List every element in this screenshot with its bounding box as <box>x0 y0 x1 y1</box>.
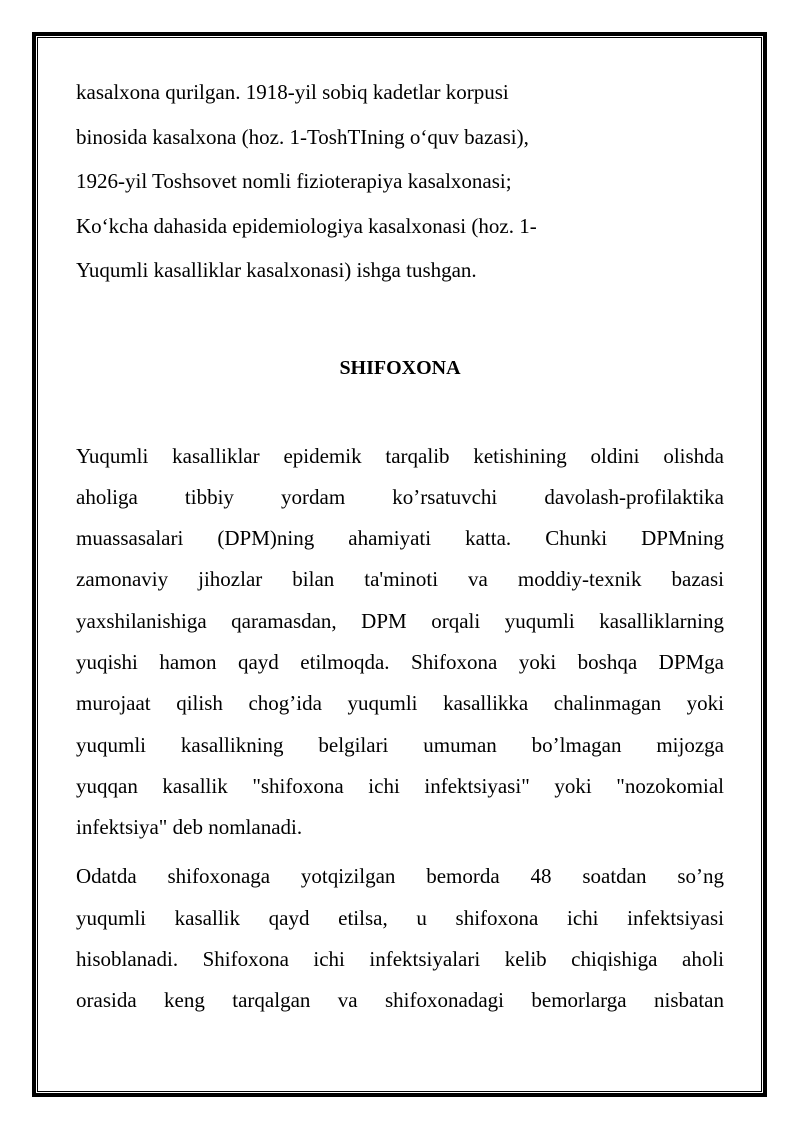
paragraph-1 <box>76 436 724 849</box>
paragraph-line: murojaat qilish chog’ida yuqumli kasallikka chalinmagan yoki <box>76 691 724 716</box>
paragraph-line: infektsiya" deb nomlanadi. <box>76 815 303 840</box>
page-content <box>76 70 724 1022</box>
paragraph-line: orasida keng tarqalgan va shifoxonadagi bemorlarga nisbatan <box>76 988 724 1013</box>
paragraph-line: aholiga tibbiy yordam ko’rsatuvchi davolash-profilaktika <box>76 484 724 509</box>
paragraph-line: muassasalari (DPM)ning ahamiyati katta. Chunki DPMning <box>76 526 724 551</box>
paragraph-line: Yuqumli kasalliklar epidemik tarqalib ketishining oldini olishda <box>76 443 724 468</box>
paragraph-line: zamonaviy jihozlar bilan ta'minoti va moddiy-texnik bazasi <box>76 567 724 592</box>
paragraph-2 <box>76 856 724 1021</box>
intro-line: Yuqumli kasalliklar kasalxonasi) ishga tushgan. <box>76 258 477 282</box>
paragraph-line: Odatda shifoxonaga yotqizilgan bemorda 48 soatdan so’ng <box>76 864 724 889</box>
paragraph-line: hisoblanadi. Shifoxona ichi infektsiyalari kelib chiqishiga aholi <box>76 947 724 972</box>
intro-line: binosida kasalxona (hoz. 1-ToshTIning o‘quv bazasi), <box>76 124 529 149</box>
intro-line: 1926-yil Toshsovet nomli fizioterapiya kasalxonasi; <box>76 169 512 193</box>
paragraph-line: yuqumli kasallikning belgilari umuman bo’lmagan mijozga <box>76 732 724 757</box>
paragraph-line: yaxshilanishiga qaramasdan, DPM orqali yuqumli kasalliklarning <box>76 608 724 633</box>
paragraph-line: yuqqan kasallik "shifoxona ichi infektsiyasi" yoki "nozokomial <box>76 773 724 798</box>
paragraph-line: yuqumli kasallik qayd etilsa, u shifoxona ichi infektsiyasi <box>76 905 724 930</box>
intro-text <box>76 70 724 293</box>
intro-line: Ko‘kcha dahasida epidemiologiya kasalxonasi (hoz. 1- <box>76 213 537 238</box>
intro-line: kasalxona qurilgan. 1918-yil sobiq kadetlar korpusi <box>76 80 509 104</box>
section-heading: SHIFOXONA <box>339 356 461 379</box>
paragraph-line: yuqishi hamon qayd etilmoqda. Shifoxona yoki boshqa DPMga <box>76 649 724 674</box>
